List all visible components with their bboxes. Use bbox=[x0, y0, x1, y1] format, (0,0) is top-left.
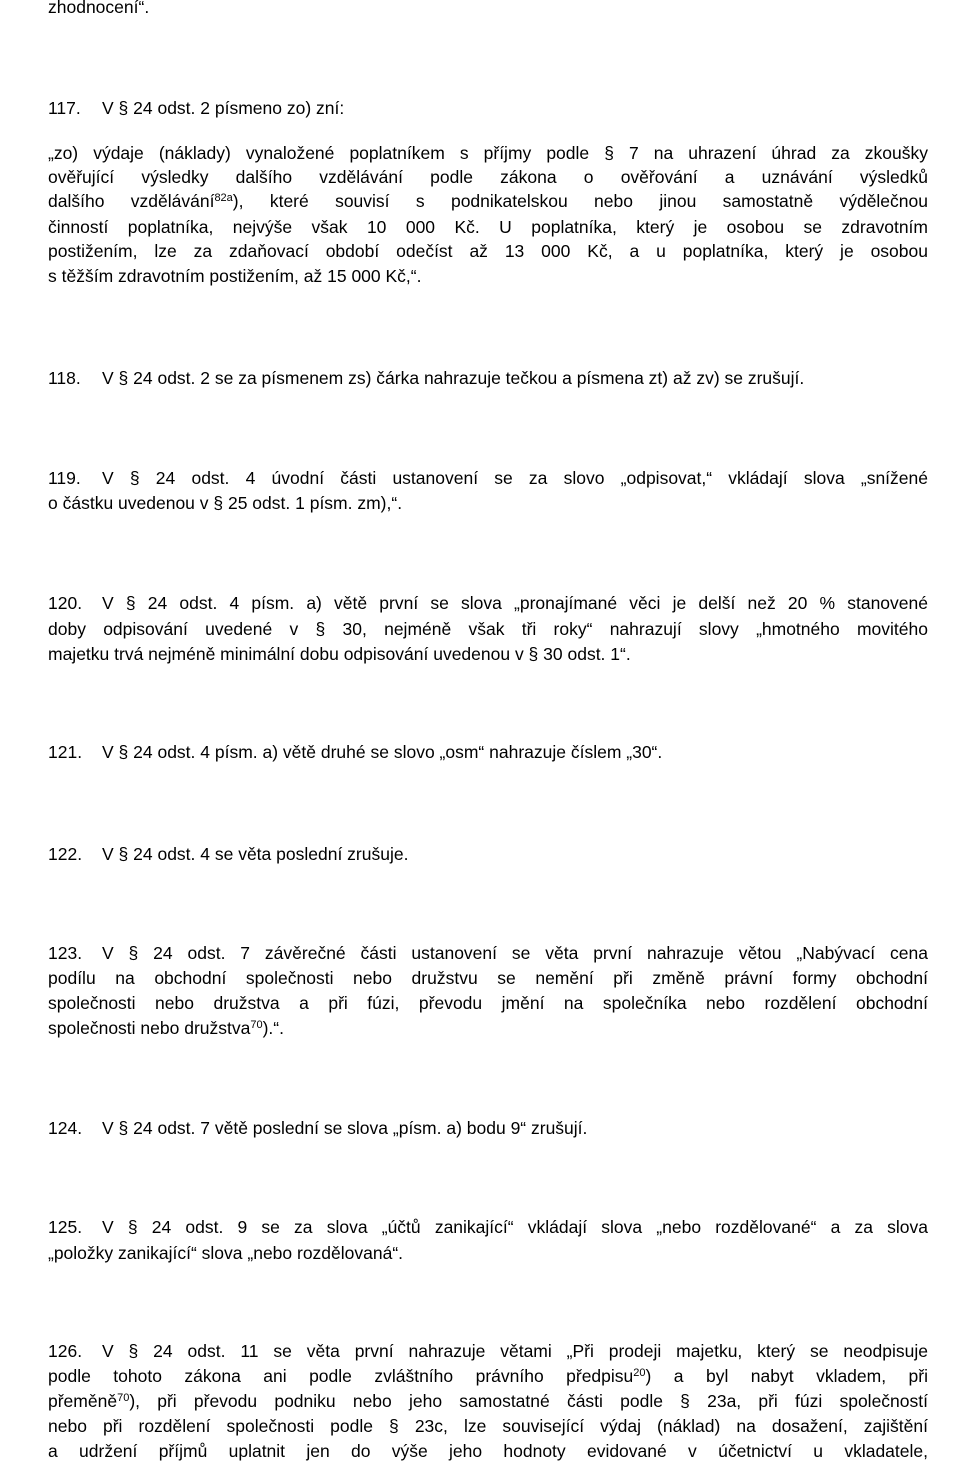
item-126-lead bbox=[48, 1340, 928, 1362]
item-lead-text: V § 24 odst. 4 písm. a) větě první se slova „pronajímané věci je delší než 20 % stanovené bbox=[102, 593, 928, 613]
item-number: 118. bbox=[48, 368, 81, 388]
item-126-line bbox=[48, 1365, 928, 1387]
item-122-lead bbox=[48, 843, 928, 865]
item-117-text: dalšího vzdělávání bbox=[48, 191, 215, 211]
item-123-lead bbox=[48, 942, 928, 964]
item-120-line: majetku trvá nejméně minimální dobu odpisování uvedenou v § 30 odst. 1“. bbox=[48, 644, 631, 664]
item-126-text: přeměně bbox=[48, 1391, 118, 1411]
item-lead-text: V § 24 odst. 11 se věta první nahrazuje větami „Při prodeji majetku, který se neodpisuje bbox=[102, 1341, 928, 1361]
item-126-line bbox=[48, 1390, 928, 1412]
item-number: 120. bbox=[48, 593, 83, 613]
item-lead-text: V § 24 odst. 2 písmeno zo) zní: bbox=[102, 98, 345, 118]
item-number: 126. bbox=[48, 1341, 83, 1361]
item-lead-text: V § 24 odst. 7 větě poslední se slova „písm. a) bodu 9“ zrušují. bbox=[102, 1118, 588, 1138]
footnote-ref: 20 bbox=[633, 1367, 646, 1379]
item-126-text: ), při převodu podniku nebo jeho samostatné části podle § 23a, při fúzi společností bbox=[129, 1391, 928, 1411]
item-lead-text: V § 24 odst. 9 se za slova „účtů zanikající“ vkládají slova „nebo rozdělované“ a za slova bbox=[102, 1217, 928, 1237]
item-125-line: „položky zanikající“ slova „nebo rozdělovaná“. bbox=[48, 1243, 404, 1263]
footnote-ref: 70 bbox=[250, 1019, 263, 1031]
item-number: 124. bbox=[48, 1118, 83, 1138]
item-lead-text: V § 24 odst. 4 se věta poslední zrušuje. bbox=[102, 844, 409, 864]
item-123-line bbox=[48, 1017, 928, 1039]
item-123-text: ).“. bbox=[262, 1018, 284, 1038]
item-number: 123. bbox=[48, 943, 83, 963]
item-123-text: společnosti nebo družstva bbox=[48, 1018, 251, 1038]
item-number: 125. bbox=[48, 1217, 83, 1237]
item-119-line: o částku uvedenou v § 25 odst. 1 písm. zm),“. bbox=[48, 493, 403, 513]
item-number: 119. bbox=[48, 468, 81, 488]
item-124-lead bbox=[48, 1117, 928, 1139]
item-123-line: společnosti nebo družstva a při fúzi, převodu jmění na společníka nebo rozdělení obchodní bbox=[48, 993, 928, 1013]
item-number: 117. bbox=[48, 98, 81, 118]
item-121-lead bbox=[48, 741, 928, 763]
item-lead-text: V § 24 odst. 4 písm. a) větě druhé se slovo „osm“ nahrazuje číslem „30“. bbox=[102, 742, 663, 762]
item-lead-text: V § 24 odst. 7 závěrečné části ustanovení se věta první nahrazuje větou „Nabývací cena bbox=[102, 943, 928, 963]
item-126-text: podle tohoto zákona ani podle zvláštního právního předpisu bbox=[48, 1366, 634, 1386]
item-126-line: nebo při rozdělení společnosti podle § 23c, lze související výdaj (náklad) na dosažení, zajištění bbox=[48, 1416, 928, 1436]
item-number: 121. bbox=[48, 742, 83, 762]
item-117-line: s těžším zdravotním postižením, až 15 000 Kč,“. bbox=[48, 266, 422, 286]
item-119-lead bbox=[48, 467, 928, 489]
item-number: 122. bbox=[48, 844, 83, 864]
footnote-ref: 70 bbox=[117, 1392, 130, 1404]
intro-tail: zhodnocení“. bbox=[48, 0, 150, 17]
item-117-lead bbox=[48, 97, 928, 119]
item-117-line: ověřující výsledky dalšího vzdělávání podle zákona o ověřování a uznávání výsledků bbox=[48, 167, 928, 187]
item-126-line: a udržení příjmů uplatnit jen do výše jeho hodnoty evidované v účetnictví u vkladatele, bbox=[48, 1441, 928, 1461]
item-lead-text: V § 24 odst. 2 se za písmenem zs) čárka nahrazuje tečkou a písmena zt) až zv) se zrušují. bbox=[102, 368, 805, 388]
item-117-line: činností poplatníka, nejvýše však 10 000 Kč. U poplatníka, který je osobou se zdravotním bbox=[48, 217, 928, 237]
item-117-line bbox=[48, 190, 928, 212]
footnote-ref: 82a bbox=[214, 192, 233, 204]
item-117-line: „zo) výdaje (náklady) vynaložené poplatníkem s příjmy podle § 7 na uhrazení úhrad za zkoušky bbox=[48, 143, 928, 163]
item-120-lead bbox=[48, 592, 928, 614]
item-117-line: postižením, lze za zdaňovací období odečíst až 13 000 Kč, a u poplatníka, který je osobou bbox=[48, 241, 928, 261]
item-117-text: ), které souvisí s podnikatelskou nebo jinou samostatně výdělečnou bbox=[232, 191, 928, 211]
item-118-lead bbox=[48, 367, 928, 389]
item-125-lead bbox=[48, 1216, 928, 1238]
item-120-line: doby odpisování uvedené v § 30, nejméně však tři roky“ nahrazují slovy „hmotného movitého bbox=[48, 619, 928, 639]
item-126-text: ) a byl nabyt vkladem, při bbox=[645, 1366, 928, 1386]
item-lead-text: V § 24 odst. 4 úvodní části ustanovení se za slovo „odpisovat,“ vkládají slova „snížené bbox=[102, 468, 928, 488]
item-123-line: podílu na obchodní společnosti nebo družstvu se nemění při změně právní formy obchodní bbox=[48, 968, 928, 988]
